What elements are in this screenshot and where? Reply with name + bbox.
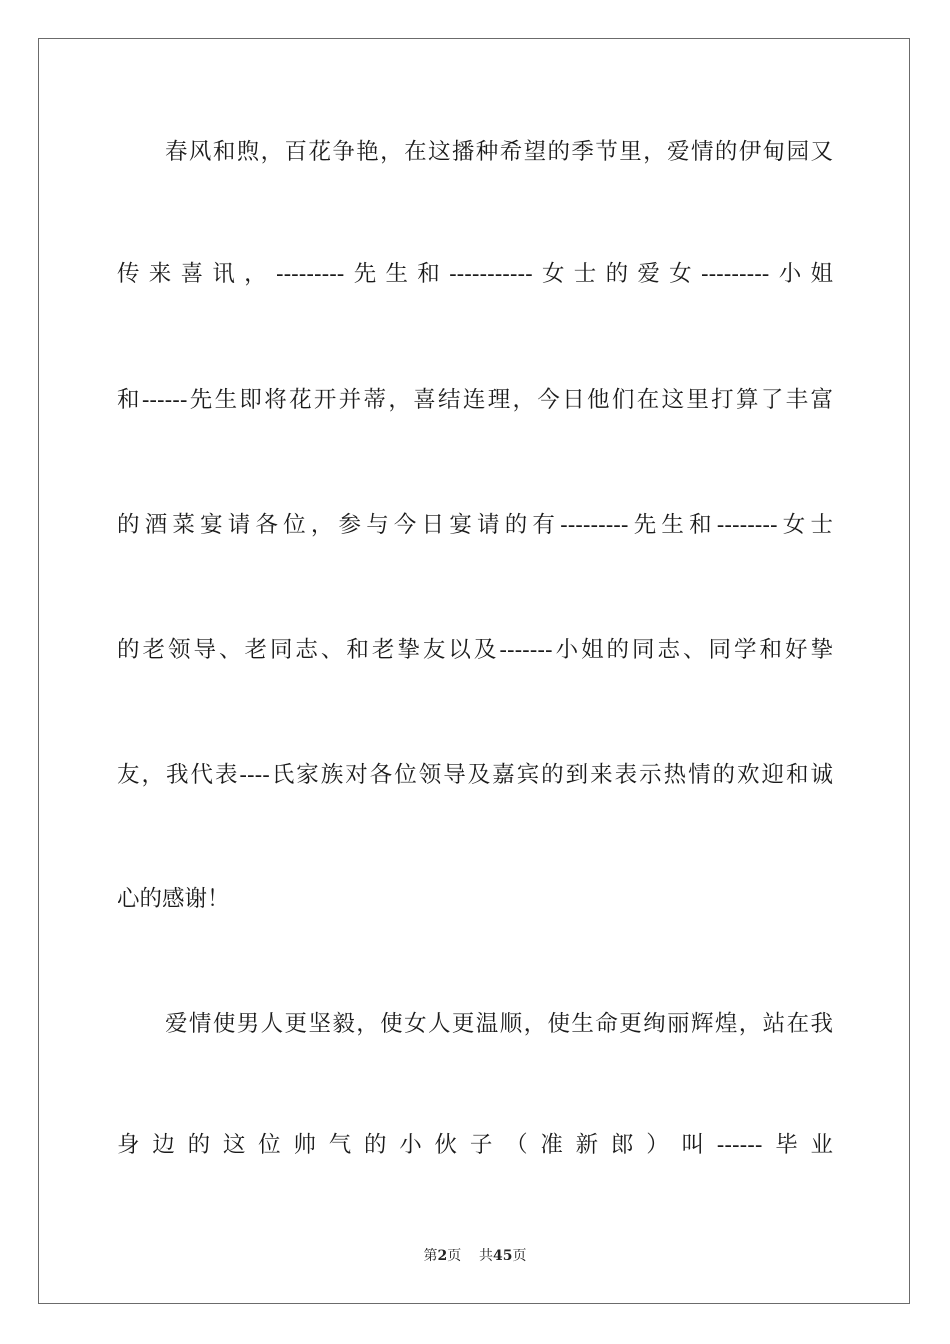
footer-page-number: 2 [437, 1248, 448, 1264]
paragraph-2-line-1: 爱情使男人更坚毅，使女人更温顺，使生命更绚丽辉煌，站在我 [165, 1011, 833, 1037]
page-footer [0, 1247, 950, 1265]
paragraph-1-line-5: 的老领导、老同志、和老挚友以及-------小姐的同志、同学和好挚 [117, 637, 833, 663]
footer-page-suffix: 页 [447, 1248, 462, 1264]
paragraph-2-line-2: 身边的这位帅气的小伙子（准新郎）叫------毕业 [117, 1132, 833, 1158]
page-border [38, 38, 910, 1304]
footer-prefix: 第 [423, 1248, 438, 1264]
footer-total-suffix: 页 [512, 1248, 527, 1264]
footer-total-prefix: 共 [479, 1248, 494, 1264]
paragraph-1-line-3: 和------先生即将花开并蒂，喜结连理，今日他们在这里打算了丰富 [117, 387, 833, 413]
paragraph-1-line-1: 春风和煦，百花争艳，在这播种希望的季节里，爱情的伊甸园又 [165, 139, 833, 165]
paragraph-1-line-6: 友，我代表----氏家族对各位领导及嘉宾的到来表示热情的欢迎和诚 [117, 762, 833, 788]
paragraph-1-line-7: 心的感谢！ [117, 886, 230, 912]
paragraph-1-line-2: 传来喜讯，---------先生和-----------女士的爱女---------小姐 [117, 261, 833, 287]
paragraph-1-line-4: 的酒菜宴请各位，参与今日宴请的有---------先生和--------女士 [117, 512, 833, 538]
footer-total-pages: 45 [493, 1248, 513, 1264]
